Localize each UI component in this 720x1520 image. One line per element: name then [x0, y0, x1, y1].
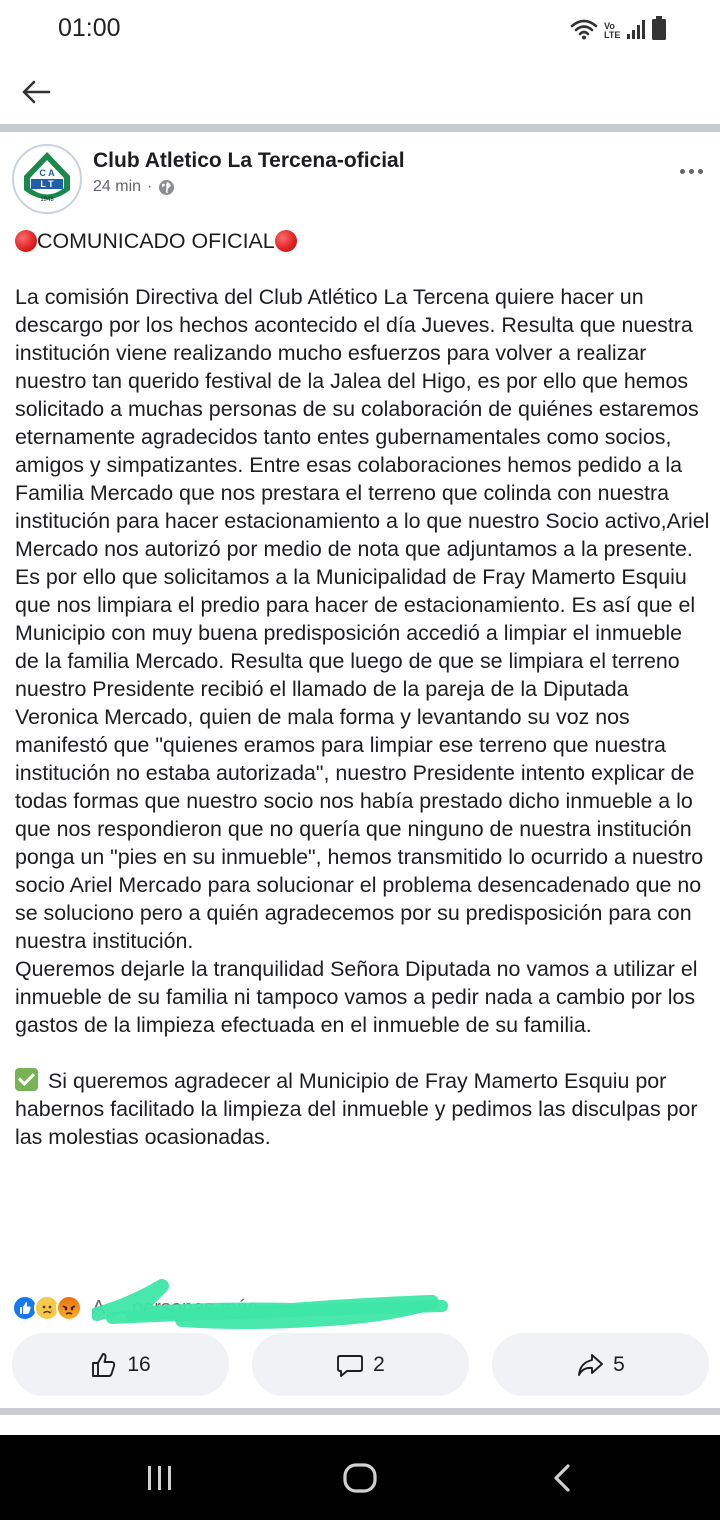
top-bar	[0, 58, 720, 124]
avatar[interactable]	[12, 144, 82, 214]
svg-text:L T: L T	[40, 179, 54, 189]
post-header	[0, 132, 720, 224]
like-count: 16	[127, 1352, 151, 1376]
more-dot-icon	[689, 169, 694, 174]
home-button[interactable]	[330, 1455, 390, 1501]
meta-separator: ·	[147, 178, 153, 195]
post-title-text: COMUNICADO OFICIAL	[37, 229, 275, 253]
post-meta	[93, 178, 175, 196]
post-paragraph: La comisión Directiva del Club Atlético La Tercena quiere hacer un descargo por los hechos acontecido el día Jueves. Resulta que nuestra institución viene realizando mucho esfuerzos para volver a realizar nuestro tan querido festival de la Jalea del Higo, es por ello que hemos solicitado a muchas personas de su colaboración de quiénes estaremos eternamente agradecidos tanto entes gubernamentales como socios, amigos y simpatizantes. Entre esas colaboraciones hemos pedido a la Familia Mercado que nos prestara el terreno que colinda con nuestra institución para hacer estacionamiento a lo que nuestro Socio activo,Ariel Mercado nos autorizó por medio de nota que adjuntamos a la presente. Es por ello que solicitamos a la Municipalidad de Fray Mamerto Esquiu que nos limpiara el predio para hacer de estacionamiento. Es así que el Municipio con muy buena predisposición accedió a limpiar el inmueble de la familia Mercado. Resulta que luego de que se limpiara el terreno nuestro Presidente recibió el llamado de la pareja de la Diputada Veronica Mercado, quien de mala forma y levantando su voz nos manifestó que "quienes eramos para limpiar ese terreno que nuestra institución no estaba autorizada", nuestro Presidente intento explicar de todas formas que nuestro socio nos había prestado dicho inmueble a lo que nos respondieron que no quería que ninguno de nuestra institución ponga un "pies en su inmueble", hemos transmitido lo ocurrido a nuestro socio Ariel Mercado para solucionar el problema desencadenado que no se soluciono pero a quién agradecemos por su predisposición para con nuestra institución.	[15, 285, 710, 953]
more-dot-icon	[698, 169, 703, 174]
angry-reaction-icon	[56, 1295, 82, 1321]
red-circle-icon	[275, 230, 297, 252]
wifi-icon	[570, 18, 598, 40]
chevron-left-icon	[551, 1463, 573, 1493]
arrow-left-icon	[21, 79, 51, 105]
status-time: 01:00	[58, 14, 121, 42]
share-button[interactable]	[492, 1333, 709, 1396]
bottom-divider	[0, 1408, 720, 1415]
back-button[interactable]	[14, 70, 58, 114]
top-divider	[0, 124, 720, 132]
post-paragraph-thanks	[15, 1067, 711, 1151]
reactions-text: A ... personas más	[92, 1297, 258, 1319]
post-paragraph-thanks-text: Si queremos agradecer al Municipio de Fray Mamerto Esquiu por habernos facilitado la limpieza del inmueble y pedimos las disculpas por las molestias ocasionadas.	[15, 1069, 698, 1149]
post-body	[15, 226, 711, 1151]
post-paragraph: Queremos dejarle la tranquilidad Señora Diputada no vamos a utilizar el inmueble de su familia ni tampoco vamos a pedir nada a cambio por los gastos de la limpieza efectuada en el inmueble de su familia.	[15, 957, 698, 1037]
system-back-button[interactable]	[532, 1455, 592, 1501]
globe-icon	[158, 179, 175, 196]
share-count: 5	[613, 1352, 625, 1376]
post-time[interactable]: 24 min	[93, 178, 142, 195]
post-author[interactable]: Club Atletico La Tercena-oficial	[93, 149, 405, 172]
paragraph-gap	[15, 1039, 711, 1067]
thumbs-up-icon	[90, 1351, 118, 1379]
home-icon	[342, 1462, 378, 1494]
more-dot-icon	[680, 169, 685, 174]
more-options-button[interactable]	[674, 156, 708, 186]
comment-count: 2	[373, 1352, 385, 1376]
recent-apps-icon	[145, 1464, 175, 1492]
battery-icon	[652, 16, 666, 40]
red-circle-icon	[15, 230, 37, 252]
reactions-summary[interactable]	[12, 1292, 712, 1326]
system-navigation-bar	[0, 1435, 720, 1520]
comment-bubble-icon	[336, 1351, 364, 1379]
club-logo-icon	[14, 146, 80, 212]
comment-button[interactable]	[252, 1333, 469, 1396]
check-mark-icon	[15, 1068, 38, 1091]
svg-text:1948: 1948	[40, 197, 54, 203]
signal-icon	[626, 18, 646, 40]
status-icons	[570, 14, 666, 40]
status-bar	[0, 0, 720, 58]
volte-indicator: Vo LTE	[604, 21, 621, 40]
svg-text:C A: C A	[39, 168, 55, 178]
recent-apps-button[interactable]	[130, 1455, 190, 1501]
share-arrow-icon	[576, 1351, 604, 1379]
post-title	[15, 226, 711, 256]
redaction-scribble	[92, 1274, 462, 1334]
like-button[interactable]	[12, 1333, 229, 1396]
post-actions	[0, 1333, 720, 1397]
